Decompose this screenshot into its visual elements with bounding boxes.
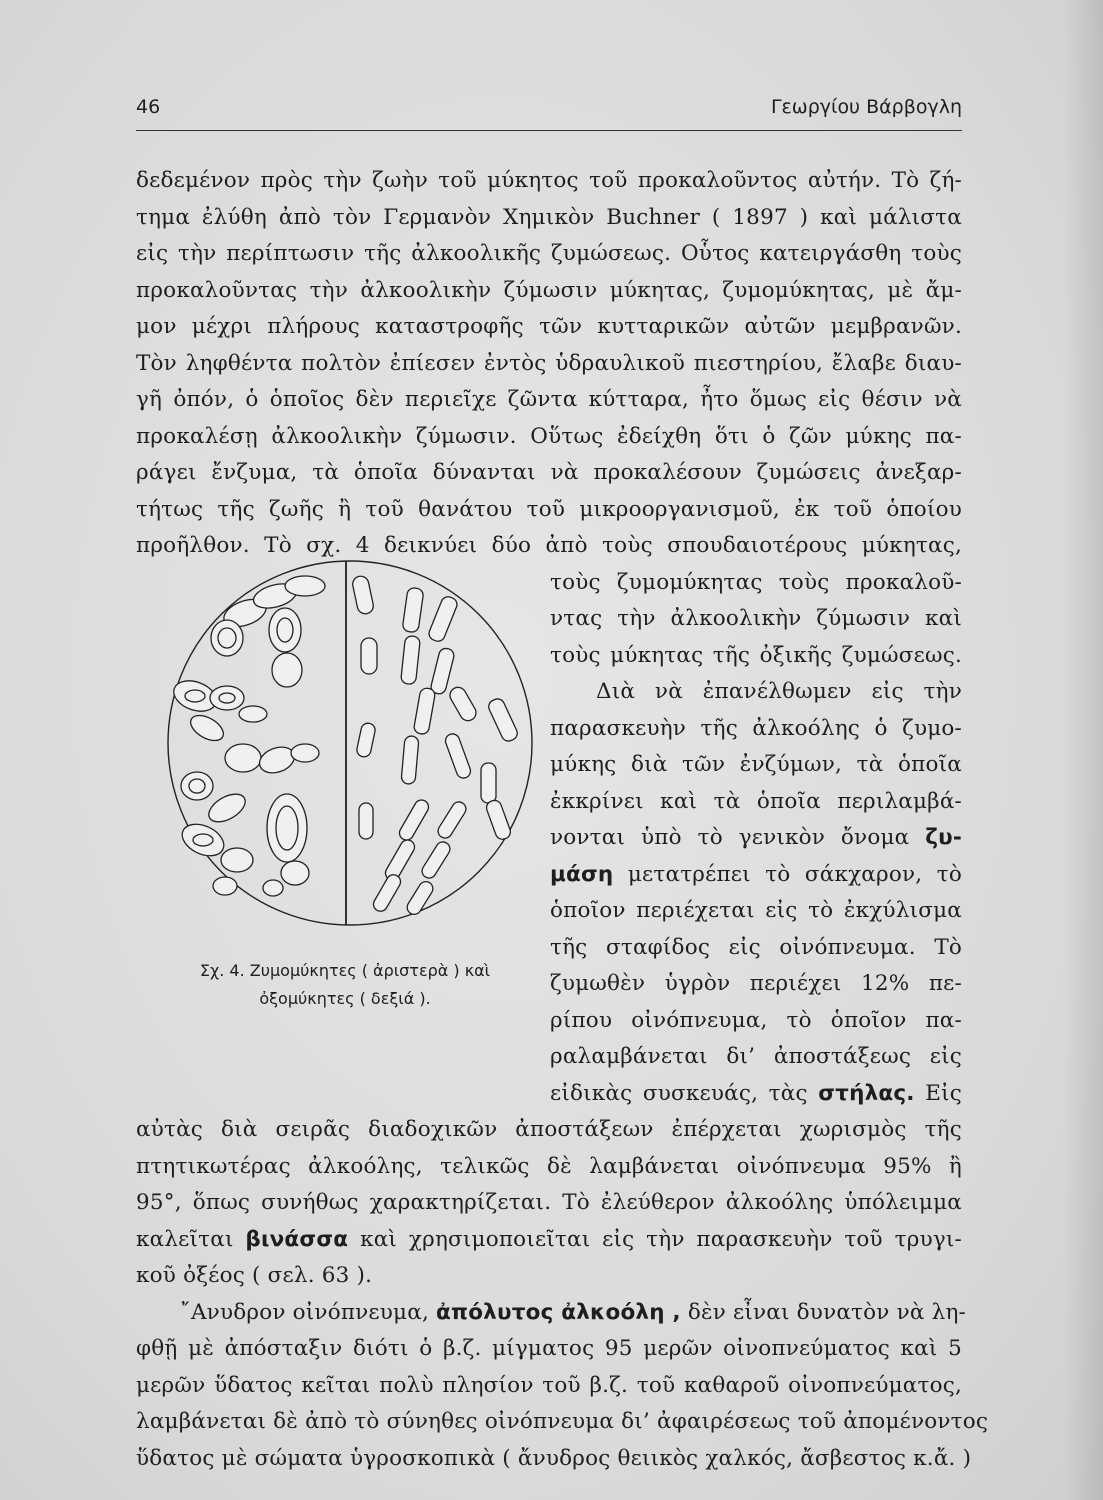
- text-line: δεδεμένον πρὸς τὴν ζωὴν τοῦ μύκητος τοῦ προκαλοῦντος αὐτήν. Τὸ ζή-: [136, 168, 962, 193]
- text-line: γῆ ὀπόν, ὁ ὁποῖος δὲν περιεῖχε ζῶντα κύτταρα, ἦτο ὅμως εἰς θέσιν νὰ: [136, 387, 962, 412]
- page-edge-shadow: [1063, 0, 1103, 1500]
- yeast-cells: [170, 576, 325, 896]
- text-line: μύκης διὰ τῶν ἐνζύμων, τὰ ὁποῖα: [550, 752, 962, 777]
- acetic-bacteria: [351, 575, 519, 917]
- text-line: μον μέχρι πλήρους καταστροφῆς τῶν κυτταρικῶν αὐτῶν μεμβρανῶν.: [136, 314, 962, 339]
- text-line: Τὸν ληφθέντα πολτὸν ἐπίεσεν ἐντὸς ὑδραυλικοῦ πιεστηρίου, ἔλαβε διαυ-: [136, 351, 962, 376]
- page-number: 46: [136, 96, 161, 118]
- text-line: πτητικωτέρας ἀλκοόλης, τελικῶς δὲ λαμβάνεται οἰνόπνευμα 95% ἢ: [136, 1154, 962, 1179]
- text-line: ντας τὴν ἀλκοολικὴν ζύμωσιν καὶ: [550, 606, 962, 631]
- text-line: παρασκευὴν τῆς ἀλκοόλης ὁ ζυμο-: [550, 716, 962, 741]
- text-line: [550, 1081, 962, 1106]
- text-line: προῆλθον. Τὸ σχ. 4 δεικνύει δύο ἀπὸ τοὺς σπουδαιοτέρους μύκητας,: [136, 533, 962, 558]
- text-line: [550, 825, 962, 850]
- text-line: [136, 1227, 962, 1252]
- text-line: μερῶν ὕδατος κεῖται πολὺ πλησίον τοῦ β.ζ. τοῦ καθαροῦ οἰνοπνεύματος,: [136, 1373, 962, 1398]
- text-span: μετατρέπει τὸ σάκχαρον, τὸ: [627, 862, 962, 887]
- text-span: δὲν εἶναι δυνατὸν νὰ λη-: [687, 1300, 966, 1325]
- text-line: τημα ἐλύθη ἀπὸ τὸν Γερμανὸν Χημικὸν Buchner ( 1897 ) καὶ μάλιστα: [136, 205, 962, 230]
- text-line: ζυμωθὲν ὑγρὸν περιέχει 12% πε-: [550, 971, 962, 996]
- text-line: ράγει ἔνζυμα, τὰ ὁποῖα δύνανται νὰ προκαλέσουν ζυμώσεις ἀνεξαρ-: [136, 460, 962, 485]
- text-line: ὕδατος μὲ σώματα ὑγροσκοπικὰ ( ἄνυδρος θειικὸς χαλκός, ἄσβεστος κ.ἄ. ): [136, 1446, 972, 1471]
- text-line: ὁποῖον περιέχεται εἰς τὸ ἐκχύλισμα: [550, 898, 962, 923]
- caption-line: Σχ. 4. Ζυμομύκητες ( ἀριστερὰ ) καὶ: [199, 961, 491, 980]
- text-line: τῆς σταφίδος εἰς οἰνόπνευμα. Τὸ: [550, 935, 962, 960]
- term-zymase: μάση: [550, 862, 614, 887]
- text-line: προκαλέσῃ ἀλκοολικὴν ζύμωσιν. Οὕτως ἐδείχθη ὅτι ὁ ζῶν μύκης πα-: [136, 424, 962, 449]
- text-line: εἰς τὴν περίπτωσιν τῆς ἀλκοολικῆς ζυμώσεως. Οὗτος κατειργάσθη τοὺς: [136, 241, 962, 266]
- text-line: λαμβάνεται δὲ ἀπὸ τὸ σύνηθες οἰνόπνευμα δι’ ἀφαιρέσεως τοῦ ἀπομένοντος: [136, 1409, 989, 1434]
- text-line: φθῇ μὲ ἀπόσταξιν διότι ὁ β.ζ. μίγματος 95 μερῶν οἰνοπνεύματος καὶ 5: [136, 1336, 962, 1361]
- running-head: Γεωργίου Βάρβογλη: [770, 96, 962, 118]
- text-line: προκαλοῦντας τὴν ἀλκοολικὴν ζύμωσιν μύκητας, ζυμομύκητας, μὲ ἄμ-: [136, 278, 962, 303]
- page-header: [136, 96, 962, 131]
- text-span: εἰδικὰς συσκευάς, τὰς: [550, 1081, 808, 1106]
- microscope-figure: [155, 548, 545, 948]
- text-line: τήτως τῆς ζωῆς ἢ τοῦ θανάτου τοῦ μικροοργανισμοῦ, ἐκ τοῦ ὁποίου: [136, 497, 962, 522]
- text-line: Διὰ νὰ ἐπανέλθωμεν εἰς τὴν: [596, 679, 962, 704]
- text-span: ῎Ανυδρον οἰνόπνευμα,: [180, 1300, 429, 1325]
- caption-line: ὀξομύκητες ( δεξιά ).: [259, 989, 431, 1008]
- text-line: ραλαμβάνεται δι’ ἀποστάξεως εἰς: [550, 1044, 962, 1069]
- text-line: [180, 1300, 966, 1325]
- text-line: ἐκκρίνει καὶ τὰ ὁποῖα περιλαμβά-: [550, 789, 962, 814]
- term-vinasse: βινάσσα: [245, 1227, 349, 1252]
- text-line: τοὺς μύκητας τῆς ὀξικῆς ζυμώσεως.: [550, 643, 962, 668]
- text-span: καλεῖται: [136, 1227, 234, 1252]
- term-zymase: ζυ-: [925, 825, 962, 850]
- microscope-field-circle: [168, 561, 532, 925]
- term-columns: στήλας.: [818, 1081, 915, 1106]
- text-span: Εἰς: [925, 1081, 962, 1106]
- text-line: αὐτὰς διὰ σειρᾶς διαδοχικῶν ἀποστάξεων ἐπέρχεται χωρισμὸς τῆς: [136, 1117, 962, 1142]
- term-absolute-alcohol: ἀπόλυτος ἀλκοόλη ,: [436, 1300, 681, 1325]
- text-line: ρίπου οἰνόπνευμα, τὸ ὁποῖον πα-: [550, 1008, 962, 1033]
- text-line: 95°, ὅπως συνήθως χαρακτηρίζεται. Τὸ ἐλεύθερον ἀλκοόλης ὑπόλειμμα: [136, 1190, 962, 1215]
- text-line: τοὺς ζυμομύκητας τοὺς προκαλοῦ-: [550, 570, 962, 595]
- text-span: καὶ χρησιμοποιεῖται εἰς τὴν παρασκευὴν τοῦ τρυγι-: [360, 1227, 962, 1252]
- text-line: κοῦ ὀξέος ( σελ. 63 ).: [136, 1263, 373, 1288]
- text-line: [550, 862, 962, 887]
- figure-caption: [150, 957, 540, 1013]
- text-span: νονται ὑπὸ τὸ γενικὸν ὄνομα: [550, 825, 910, 850]
